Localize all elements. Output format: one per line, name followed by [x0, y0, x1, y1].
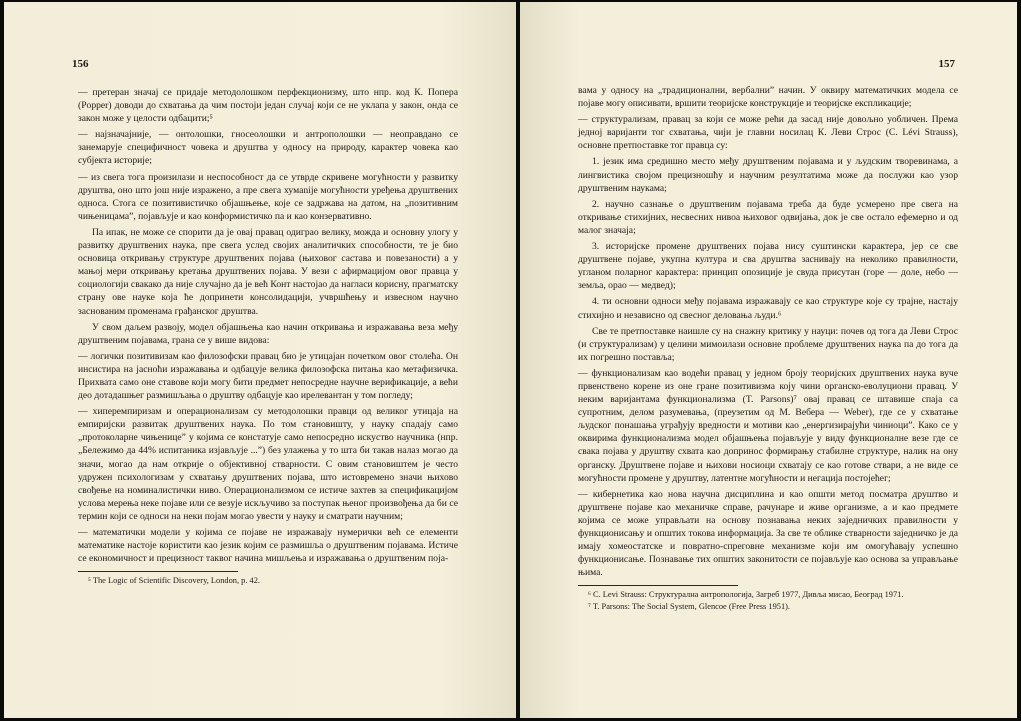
page-number: 157: [938, 58, 955, 70]
left-body: [78, 86, 458, 587]
paragraph: — хиперемпиризам и операционализам су методолошки правци од великог утицаја на емпиријски развитак друштвених наука. По том становишту, у науку спадају само „протоколарне чињенице” у којима се констатује само непосредно искуство научника (нпр. „Бележимо да 44% испитаника изјављује ...”) без улажења у то шта би такав налаз могао да значи, могао да нам открије о објективној стварности. С овим становиштем је често удружен психологизам у схватању друштвених појава, што истовремено значи њихово свођење на номиналистички ниво. Операционализмом се истиче захтев за спецификацијом услова мерења неке појаве или се везује искључиво за поступак њеног произвођења да би се термин који се односи на неки појам могао увести у науку и сматрати научним;: [78, 406, 458, 522]
footnote: ⁵ The Logic of Scientific Discovery, London, p. 42.: [88, 576, 261, 586]
right-page: [520, 2, 1017, 718]
page-number: 156: [72, 58, 89, 70]
right-body: [578, 84, 958, 613]
paragraph: У свом даљем развоју, модел објашњења као начин откривања и изражавања веза међу друштвеним појавама, грана се у више видова:: [78, 321, 458, 346]
list-item: 1. језик има средишно место међу друштвеним појавама и у људским творевинама, а лингвистика својом прецизношћу и научним резултатима може да послужи као узор друштвеним наукама;: [578, 156, 958, 194]
list-item: 4. ти основни односи међу појавама изражавају се као структуре које су трајне, настају стихијно и независно од свесног деловања људи.⁶: [578, 296, 958, 321]
paragraph: — најзначајније, — онтолошки, гносеолошки и антрополошки — неоправдано се занемарује специфичност човека и друштва у односу на природу, карактер човека као субјекта историје;: [78, 129, 458, 167]
paragraph: — математички модели у којима се појаве не изражавају нумерички већ се елементи математике настоје користити као језик којим се размишља о друштвеним појавама. Истиче се економичност и прецизност таквог начина мишљења и изражавања о друштвеним поја-: [78, 527, 458, 565]
footnote-divider: [578, 585, 738, 586]
list-item: 2. научно сазнање о друштвеним појавама треба да буде усмерено пре свега на откривање стихијних, несвесних нивоа њиховог одвијања, док је све остало ефемерно и од малог значаја;: [578, 198, 958, 236]
footnote: ⁶ C. Levi Strauss: Структурална антропологија, Загреб 1977, Дивља мисао, Београд 1971.: [588, 590, 904, 600]
paragraph: — функционализам као водећи правац у једном броју теоријских друштвених наука вуче првенствено корене из оне гране позитивизма коју чини органско-еволуциони правац. У неким варијантама функционализма (T. Parsons)⁷ овај правац се штавише спаја са супротним, делом разумевања, (преузетим од М. Вебера — Weber), где се у схватање људског понашања уграђују вредности и мотиви као „енергизирајући чиниоци”. Како се у оквирима функционализма модел објашњења појављује у виду функционалне везе где се свака појава у друштву схвата као допринос формирању стабилне структуре, налик на ону органску. Друштвене појаве и њихови носиоци схватају се као готове ствари, а не виде се могућности промене у друштву, латентне могућности и негација постојећег;: [578, 367, 958, 484]
paragraph: вама у односу на „традиционални, вербални” начин. У оквиру математичких модела се појаве могу описивати, вршити теоријске конструкције и теоријске експликације;: [578, 85, 958, 110]
footnote-divider: [78, 571, 238, 572]
footnote: ⁷ T. Parsons: The Social System, Glencoe (Free Press 1951).: [588, 602, 791, 612]
paragraph: Па ипак, не може се спорити да је овај правац одиграо велику, можда и основну улогу у развитку друштвених наука, пре свега услед својих аналитичких способности, те је био основица откривању структуре друштвених појава (њиховог састава и повезаности) а у мањој мери откривању кретања друштвених појава. У вези с афирмацијом овог правца у социологији свакако да није случајно да је већ Конт настојао да нагласи корисну, прагматску страну ове науке која ће допринети консолидацији, учвршћењу и извесном научно заснованим променама грађанског друштва.: [78, 226, 458, 317]
paragraph: — логички позитивизам као филозофски правац био је утицајан почетком овог столећа. Он инсистира на јасноћи изражавања и одбацује велика филозофска питања као метафизичка. Прихвата само оне ставове који могу бити предмет непосредне научне верификације, а већи део дотадашњег размишљања о друштву одбацује као ирелевантан у том погледу;: [78, 350, 458, 402]
paragraph: — кибернетика као нова научна дисциплина и као општи метод посматра друштво и друштвене појаве као механичке справе, рачунаре и живе организме, а и као предмете којима се може управљати на основу познавања неких заједничких правилности у функционисању и општих токова информација. За све те облике стварности заједничко је да имају хомеостатске и повратно-спреговне механизме који им омогућавају успешно функционисање. Познавање тих општих законитости се појављује као основа за управљање њима.: [578, 488, 958, 579]
paragraph: — претеран значај се придаје методолошком перфекционизму, што нпр. код К. Попера (Popper) доводи до схватања да чим постоји један случај који се не уклапа у закон, онда се закон може у целости одбацити;⁵: [78, 87, 458, 125]
paragraph: — структурализам, правац за који се може рећи да засад није довољно уобличен. Према једној варијанти тог схватања, чији је главни носилац К. Леви Строс (C. Lévi Strauss), основне претпоставке тог правца су:: [578, 114, 958, 152]
paragraph: Све те претпоставке наишле су на снажну критику у науци: почев од тога да Леви Строс (и структурализам) у целини мимоилази основне проблеме друштвених наука па до тога да их погрешно поставља;: [578, 325, 958, 363]
paragraph: — из свега тога произилази и неспособност да се утврде скривене могућности у развитку друштва, оно што још није изражено, а пре свега хумаnije могућности уређења друштвених односа. Стога се позитивистичко објашњење, које се задржава на датом, на „позитивним чињеницама”, појављује и као конформистичко па и као конзервативно.: [78, 171, 458, 222]
left-page: [4, 2, 516, 718]
list-item: 3. историјске промене друштвених појава нису суштински карактера, јер се све друштвене појаве, укупна култура и сва друштва заснивају на неколико правилности, угланом поларног карактера: принцип опозиције је свуда присутан (горе — доле, небо — земља, орао — медвед);: [578, 241, 958, 292]
